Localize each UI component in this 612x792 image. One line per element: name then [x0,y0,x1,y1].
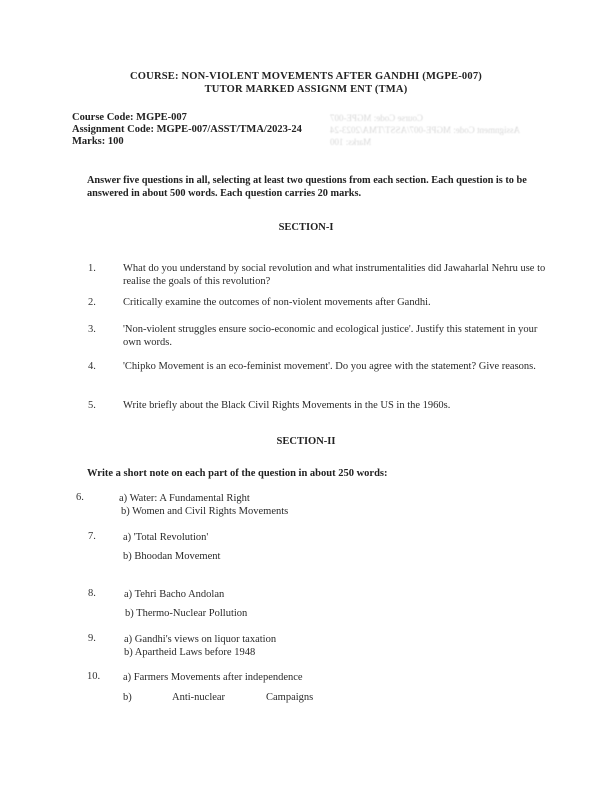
ghost-line-1: Course Code: MGPE-007 [330,113,423,123]
ghost-line-3: Marks: 100 [330,137,372,147]
question-number: 5. [88,400,96,411]
question-10b-label: b) [123,692,132,703]
question-8a: a) Tehri Bacho Andolan [124,589,225,600]
question-4: 'Chipko Movement is an eco-feminist movement'. Do you agree with the statement? Give reasons. [123,361,536,372]
ghost-line-2: Assignment Code: MGPE-007/ASST/TMA/2023-24 [330,125,521,135]
question-2: Critically examine the outcomes of non-violent movements after Gandhi. [123,297,431,308]
question-8b: b) Thermo-Nuclear Pollution [125,608,248,619]
marks: Marks: 100 [72,136,124,147]
assignment-code: Assignment Code: MGPE-007/ASST/TMA/2023-24 [72,124,302,135]
question-10b-word2: Campaigns [266,692,314,703]
question-10b-word1: Anti-nuclear [172,692,226,703]
assignment-subtitle: TUTOR MARKED ASSIGNM ENT (TMA) [204,84,408,95]
question-number: 10. [87,671,101,682]
question-number: 8. [88,588,96,599]
section-2-instruction: Write a short note on each part of the question in about 250 words: [87,468,388,479]
question-7b: b) Bhoodan Movement [123,551,221,562]
question-number: 7. [88,531,96,542]
question-5: Write briefly about the Black Civil Rights Movements in the US in the 1960s. [123,400,451,411]
question-9a: a) Gandhi's views on liquor taxation [124,634,277,645]
question-10a: a) Farmers Movements after independence [123,672,303,683]
course-title: COURSE: NON-VIOLENT MOVEMENTS AFTER GANDHI (MGPE-007) [130,71,482,82]
bleed-through-text [330,112,555,148]
question-7a: a) 'Total Revolution' [123,532,209,543]
question-number: 3. [88,324,96,335]
question-number: 6. [76,492,84,503]
question-number: 9. [88,633,96,644]
question-3: 'Non-violent struggles ensure socio-economic and ecological justice'. Justify this statement in your own words. [123,324,538,348]
question-number: 2. [88,297,96,308]
section-1-heading: SECTION-I [278,222,334,233]
section-2-heading: SECTION-II [276,436,336,447]
question-6b: b) Women and Civil Rights Movements [121,506,289,517]
course-code: Course Code: MGPE-007 [72,112,187,123]
question-1: What do you understand by social revolution and what instrumentalities did Jawaharlal Nehru use to realise the goals of this revolution? [123,263,546,287]
instructions: Answer five questions in all, selecting at least two questions from each section. Each question is to be answered in about 500 words. Each question carries 20 marks. [87,175,527,199]
question-9b: b) Apartheid Laws before 1948 [124,647,256,658]
question-number: 1. [88,263,96,274]
question-number: 4. [88,361,96,372]
question-6a: a) Water: A Fundamental Right [119,493,250,504]
